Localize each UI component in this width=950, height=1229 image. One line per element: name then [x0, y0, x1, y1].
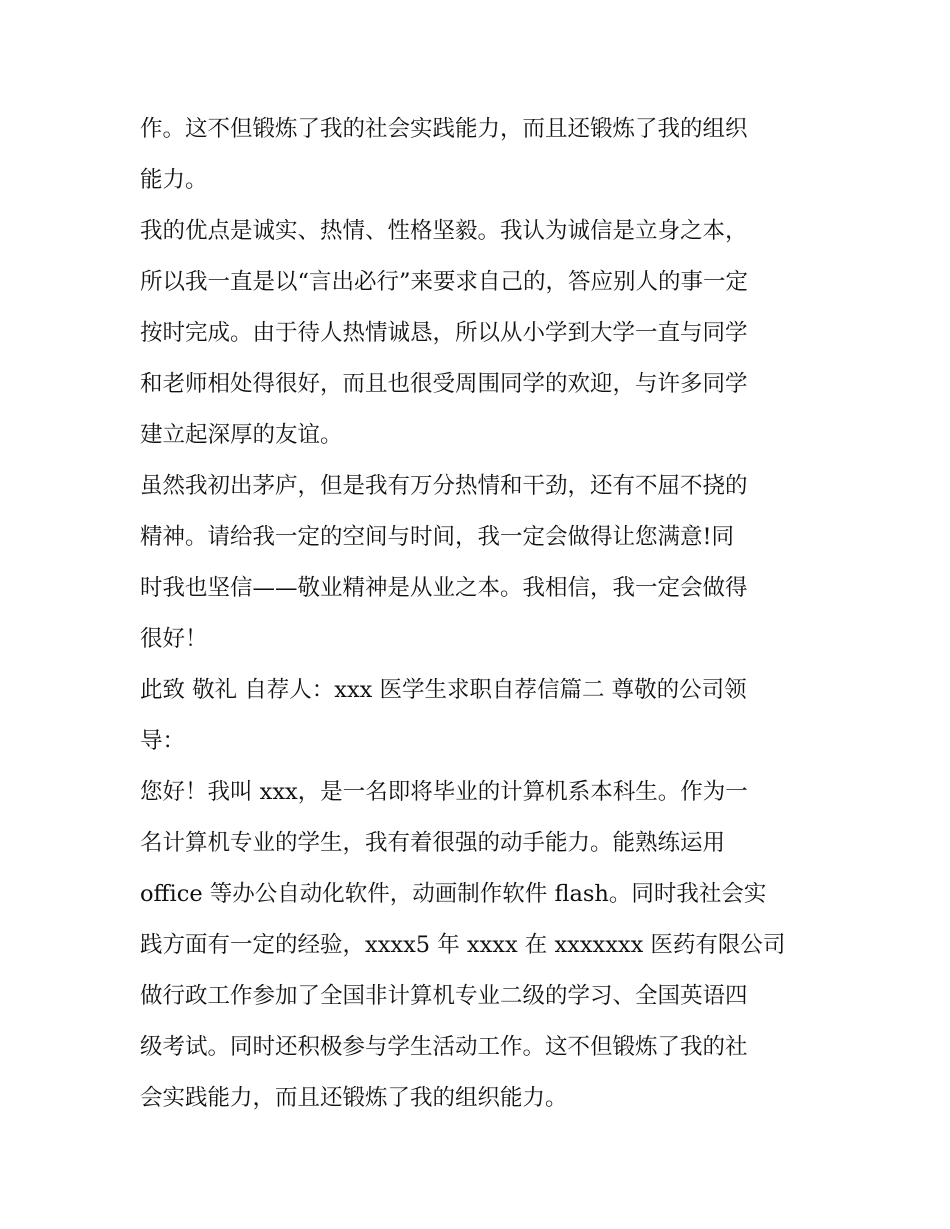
text-line: 所以我一直是以“言出必行”来要求自己的，答应别人的事一定: [140, 269, 749, 295]
text-line: 时我也坚信——敬业精神是从业之本。我相信，我一定会做得: [140, 575, 748, 601]
text-line: 和老师相处得很好，而且也很受周围同学的欢迎，与许多同学: [140, 371, 748, 397]
text-line: 此致 敬礼 自荐人：xxx 医学生求职自荐信篇二 尊敬的公司领: [140, 677, 747, 703]
text-line: 做行政工作参加了全国非计算机专业二级的学习、全国英语四: [140, 983, 748, 1009]
text-line: 精神。请给我一定的空间与时间，我一定会做得让您满意!同: [140, 524, 735, 550]
text-line: 名计算机专业的学生，我有着很强的动手能力。能熟练运用: [140, 830, 726, 856]
text-line: 级考试。同时还积极参与学生活动工作。这不但锻炼了我的社: [140, 1034, 748, 1060]
text-line: 导：: [140, 728, 186, 754]
text-line: office 等办公自动化软件，动画制作软件 flash。同时我社会实: [140, 881, 767, 907]
paragraph-4: [140, 665, 812, 767]
text-line: 很好！: [140, 626, 208, 652]
text-line: 会实践能力，而且还锻炼了我的组织能力。: [140, 1085, 568, 1111]
text-line: 我的优点是诚实、热情、性格坚毅。我认为诚信是立身之本，: [140, 218, 748, 244]
text-line: 能力。: [140, 167, 208, 193]
text-line: 建立起深厚的友谊。: [140, 422, 343, 448]
paragraph-2: [140, 206, 812, 461]
paragraph-5: [140, 767, 812, 1124]
document-body: [140, 104, 812, 1124]
text-line: 践方面有一定的经验，xxxx5 年 xxxx 在 xxxxxxx 医药有限公司: [140, 932, 786, 958]
text-line: 您好！我叫 xxx，是一名即将毕业的计算机系本科生。作为一: [140, 779, 748, 805]
text-line: 虽然我初出茅庐，但是我有万分热情和干劲，还有不屈不挠的: [140, 473, 748, 499]
text-line: 按时完成。由于待人热情诚恳，所以从小学到大学一直与同学: [140, 320, 748, 346]
text-line: 作。这不但锻炼了我的社会实践能力，而且还锻炼了我的组织: [140, 116, 748, 142]
paragraph-3: [140, 461, 812, 665]
paragraph-1: [140, 104, 812, 206]
